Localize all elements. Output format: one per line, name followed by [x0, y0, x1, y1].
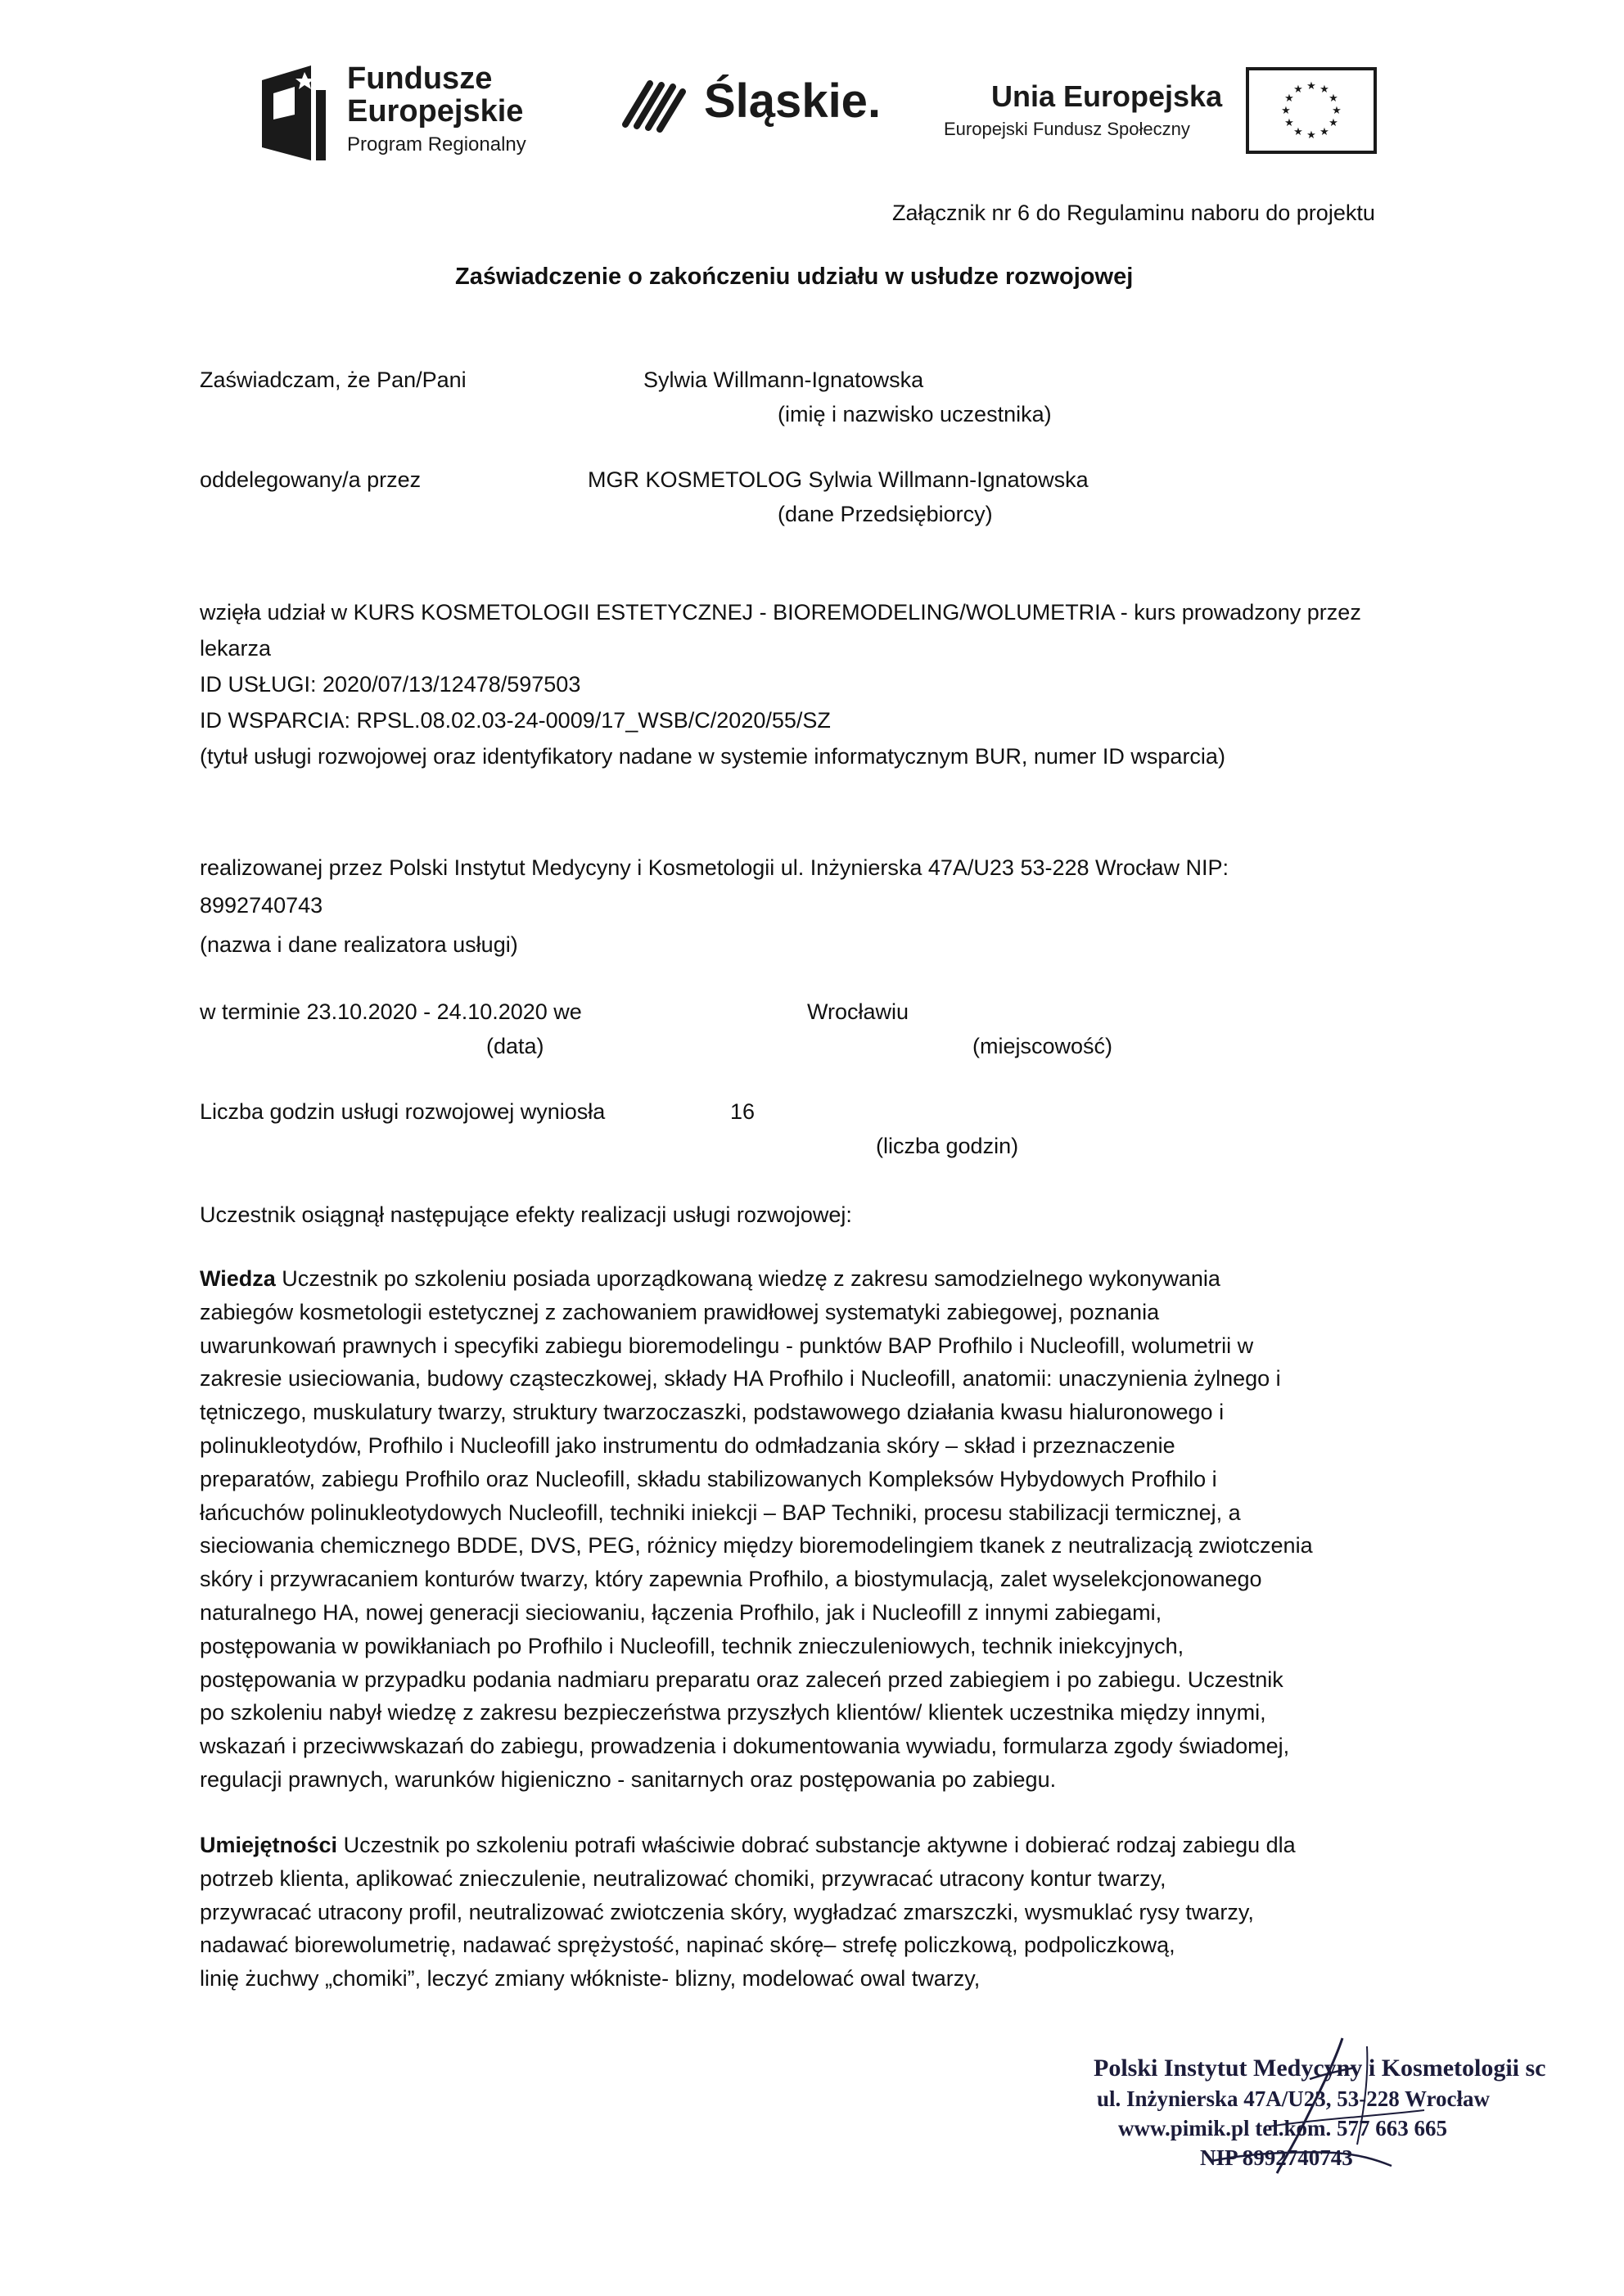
stamp-line: www.pimik.pl tel.kom. 577 663 665: [1118, 2116, 1448, 2140]
skills-section: [200, 1829, 1444, 1996]
term-place: Wrocławiu: [807, 999, 909, 1024]
svg-text:★: ★: [1281, 105, 1291, 117]
skills-line: Uczestnik po szkoleniu potrafi właściwie dobrać substancje aktywne i dobierać rodzaj zabiegu dla: [337, 1833, 1296, 1857]
hours-value: 16: [730, 1099, 756, 1124]
knowledge-line: naturalnego HA, nowej generacji sieciowaniu, łączenia Profhilo, jak i Nucleofill z innymi zabiegami,: [200, 1599, 1162, 1625]
knowledge-heading: Wiedza: [200, 1266, 276, 1291]
skills-line: linię żuchwy „chomiki”, leczyć zmiany włókniste- blizny, modelować owal twarzy,: [200, 1966, 981, 1992]
svg-text:★: ★: [1329, 117, 1338, 129]
svg-text:★: ★: [1320, 126, 1329, 138]
knowledge-line: skóry i przywracaniem konturów twarzy, który zapewnia Profhilo, a biostymulacją, zalet wyselekcjonowanego: [200, 1567, 1262, 1592]
eu-flag-icon: [1246, 67, 1377, 154]
fundusze-europejskie-logo-icon: [262, 65, 326, 160]
knowledge-line: zabiegów kosmetologii estetycznej z zachowaniem prawidłowej systematyki zabiegowej, poznania: [200, 1299, 1160, 1324]
knowledge-line: preparatów, zabiegu Profhilo oraz Nucleofill, składu stabilizowanych Kompleksów Hybydowych Profhilo i: [200, 1466, 1217, 1491]
ue-logo-line1: Unia Europejska: [991, 79, 1223, 113]
outcomes-intro: Uczestnik osiągnął następujące efekty realizacji usługi rozwojowej:: [200, 1202, 852, 1227]
svg-text:★: ★: [1284, 92, 1294, 105]
knowledge-line: wskazań i przeciwwskazań do zabiegu, prowadzenia i dokumentowania wywiadu, formularza zgody świadomej,: [200, 1734, 1290, 1759]
term-label: w terminie 23.10.2020 - 24.10.2020 we: [200, 999, 582, 1024]
skills-line: potrzeb klienta, aplikować znieczulenie, neutralizować chomiki, przywracać utracony kontur twarzy,: [200, 1865, 1166, 1891]
provider-nip: 8992740743: [200, 893, 323, 918]
hours-label: Liczba godzin usługi rozwojowej wyniosła: [200, 1099, 606, 1124]
knowledge-line: polinukleotydów, Profhilo i Nucleofill jako instrumentu do odmładzania skóry – skład i przeznaczenie: [200, 1432, 1175, 1458]
service-caption: (tytuł usługi rozwojowej oraz identyfikatory nadane w systemie informatycznym BUR, numer ID wsparcia): [200, 744, 1225, 769]
stamp-line: ul. Inżynierska 47A/U23, 53-228 Wrocław: [1097, 2086, 1491, 2111]
knowledge-line: zakresie usieciowania, budowy cząsteczkowej, składy HA Profhilo i Nucleofill, anatomii: unaczynienia żylnego i: [200, 1366, 1281, 1392]
knowledge-line: postępowania w powikłaniach po Profhilo i Nucleofill, technik znieczuleniowych, technik iniekcyjnych,: [200, 1633, 1184, 1658]
term-place-caption: (miejscowość): [972, 1034, 1113, 1058]
term-date-caption: (data): [486, 1034, 544, 1058]
fe-logo-line1: Fundusze: [347, 61, 493, 96]
knowledge-line: postępowania w przypadku podania nadmiaru preparatu oraz zaleceń przed zabiegiem i po zabiegu. Uczestnik: [200, 1667, 1283, 1692]
knowledge-line: uwarunkowań prawnych i specyfiki zabiegu bioremodelingu - punktów BAP Profhilo i Nucleofill, wolumetrii w: [200, 1333, 1254, 1358]
participant-label: Zaświadczam, że Pan/Pani: [200, 368, 467, 392]
ue-logo-line2: Europejski Fundusz Społeczny: [944, 119, 1190, 139]
knowledge-section: [200, 1262, 1444, 1797]
support-id: ID WSPARCIA: RPSL.08.02.03-24-0009/17_WSB/C/2020/55/SZ: [200, 708, 831, 733]
svg-text:★: ★: [1293, 83, 1303, 96]
knowledge-line: tętniczego, muskulatury twarzy, struktury twarzoczaszki, podstawowego działania kwasu hialuronowego i: [200, 1400, 1225, 1425]
stamp-line: NIP 8992740743: [1200, 2145, 1353, 2170]
stamp-line: Polski Instytut Medycyny i Kosmetologii sc: [1094, 2055, 1546, 2082]
svg-text:★: ★: [1306, 129, 1316, 142]
skills-line: nadawać biorewolumetrię, nadawać sprężystość, napinać skórę– strefę policzkową, podpoliczkową,: [200, 1933, 1175, 1958]
knowledge-line: po szkoleniu nabył wiedzę z zakresu bezpieczeństwa przyszłych klientów/ klientek uczestnika między innymi,: [200, 1700, 1266, 1725]
attachment-note: Załącznik nr 6 do Regulaminu naboru do projektu: [892, 201, 1375, 225]
fe-logo-line2: Europejskie: [347, 94, 524, 129]
delegation-label: oddelegowany/a przez: [200, 467, 422, 492]
knowledge-line: łańcuchów polinukleotydowych Nucleofill, techniki iniekcji – BAP Techniki, procesu stabilizacji termicznej, a: [200, 1500, 1241, 1525]
handwritten-signature: [1179, 2030, 1449, 2177]
provider-caption: (nazwa i dane realizatora usługi): [200, 932, 518, 957]
svg-text:★: ★: [1332, 105, 1342, 117]
provider-line1: realizowanej przez Polski Instytut Medycyny i Kosmetologii ul. Inżynierska 47A/U23 53-228 Wrocław NIP:: [200, 855, 1229, 880]
service-line1: wzięła udział w KURS KOSMETOLOGII ESTETYCZNEJ - BIOREMODELING/WOLUMETRIA - kurs prowadzony przez: [200, 600, 1361, 625]
svg-text:★: ★: [1320, 83, 1329, 96]
svg-text:★: ★: [1293, 126, 1303, 138]
fe-logo-line3: Program Regionalny: [347, 133, 526, 156]
hours-caption: (liczba godzin): [876, 1134, 1019, 1158]
slaskie-logo-icon: [622, 75, 688, 133]
service-id: ID USŁUGI: 2020/07/13/12478/597503: [200, 672, 581, 697]
svg-text:★: ★: [1329, 92, 1338, 105]
knowledge-line: Uczestnik po szkoleniu posiada uporządkowaną wiedzę z zakresu samodzielnego wykonywania: [275, 1266, 1220, 1291]
svg-text:★: ★: [1284, 117, 1294, 129]
slaskie-logo-text: Śląskie.: [704, 74, 882, 128]
participant-name: Sylwia Willmann-Ignatowska: [643, 368, 924, 392]
skills-heading: Umiejętności: [200, 1833, 338, 1857]
knowledge-line: sieciowania chemicznego BDDE, DVS, PEG, różnicy między bioremodelingiem tkanek z neutralizacją zwiotczenia: [200, 1533, 1313, 1558]
participant-caption: (imię i nazwisko uczestnika): [778, 402, 1052, 426]
svg-text:★: ★: [1306, 80, 1316, 92]
knowledge-line: regulacji prawnych, warunków higieniczno - sanitarnych oraz postępowania po zabiegu.: [200, 1766, 1057, 1792]
skills-line: przywracać utracony profil, neutralizować zwiotczenia skóry, wygładzać zmarszczki, wysmuklać rysy twarzy,: [200, 1899, 1254, 1924]
delegation-caption: (dane Przedsiębiorcy): [778, 502, 993, 526]
page-title: Zaświadczenie o zakończeniu udziału w usłudze rozwojowej: [455, 264, 1134, 290]
delegation-value: MGR KOSMETOLOG Sylwia Willmann-Ignatowska: [588, 467, 1089, 492]
service-line2: lekarza: [200, 636, 272, 661]
